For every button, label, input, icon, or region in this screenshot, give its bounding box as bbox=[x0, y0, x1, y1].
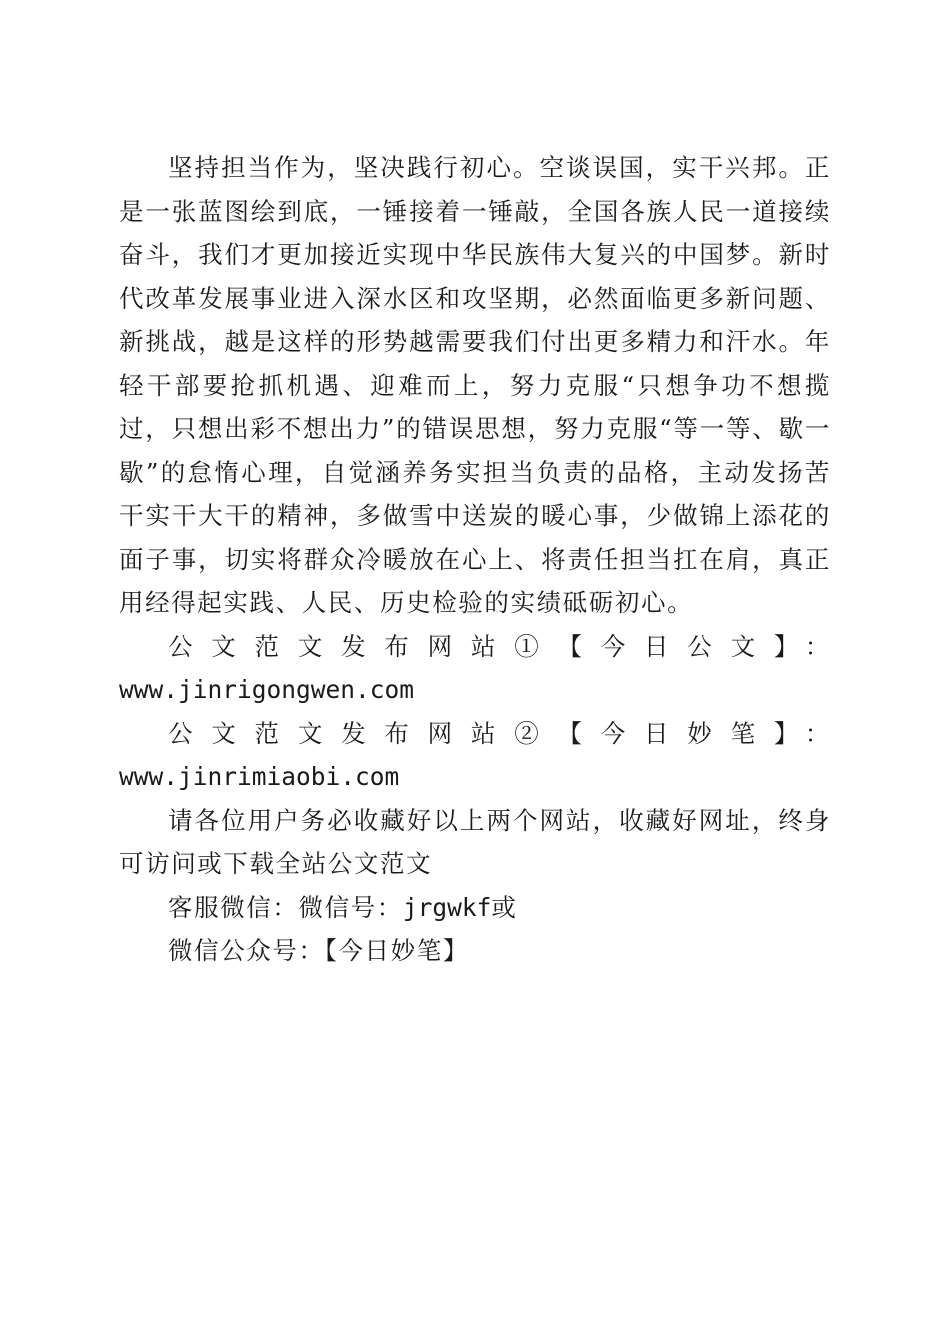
notice-paragraph: 请各位用户务必收藏好以上两个网站，收藏好网址，终身可访问或下载全站公文范文 bbox=[119, 805, 831, 878]
document-body bbox=[119, 146, 831, 973]
wechat-service-paragraph bbox=[119, 886, 831, 930]
site2-paragraph bbox=[119, 712, 831, 799]
site1-url: www.jinrigongwen.com bbox=[119, 675, 415, 704]
site1-label: 公文范文发布网站①【今日公文】： bbox=[168, 631, 831, 661]
site1-paragraph bbox=[119, 625, 831, 669]
wechat-service-suffix: 或 bbox=[491, 892, 518, 922]
site2-url: www.jinrimiaobi.com bbox=[119, 762, 400, 791]
wechat-service-id: jrgwkf bbox=[402, 892, 492, 922]
wechat-official-paragraph: 微信公众号：【今日妙笔】 bbox=[168, 936, 469, 965]
paragraph-main: 坚持担当作为，坚决践行初心。空谈误国，实干兴邦。正是一张蓝图绘到底，一锤接着一锤敲，全国各族人民一道接续奋斗，我们才更加接近实现中华民族伟大复兴的中国梦。新时代改革发展事业进入深水区和攻坚期，必然面临更多新问题、新挑战，越是这样的形势越需要我们付出更多精力和汗水。年轻干部要抢抓机遇、迎难而上，努力克服“只想争功不想揽过，只想出彩不想出力”的错误思想，努力克服“等一等、歇一歇”的怠惰心理，自觉涵养务实担当负责的品格，主动发扬苦干实干大干的精神，多做雪中送炭的暖心事，少做锦上添花的面子事，切实将群众冷暖放在心上、将责任担当扛在肩，真正用经得起实践、人民、历史检验的实绩砥砺初心。 bbox=[119, 153, 831, 617]
site2-label: 公文范文发布网站②【今日妙笔】： bbox=[168, 718, 831, 748]
wechat-service-label: 客服微信：微信号： bbox=[168, 892, 403, 922]
